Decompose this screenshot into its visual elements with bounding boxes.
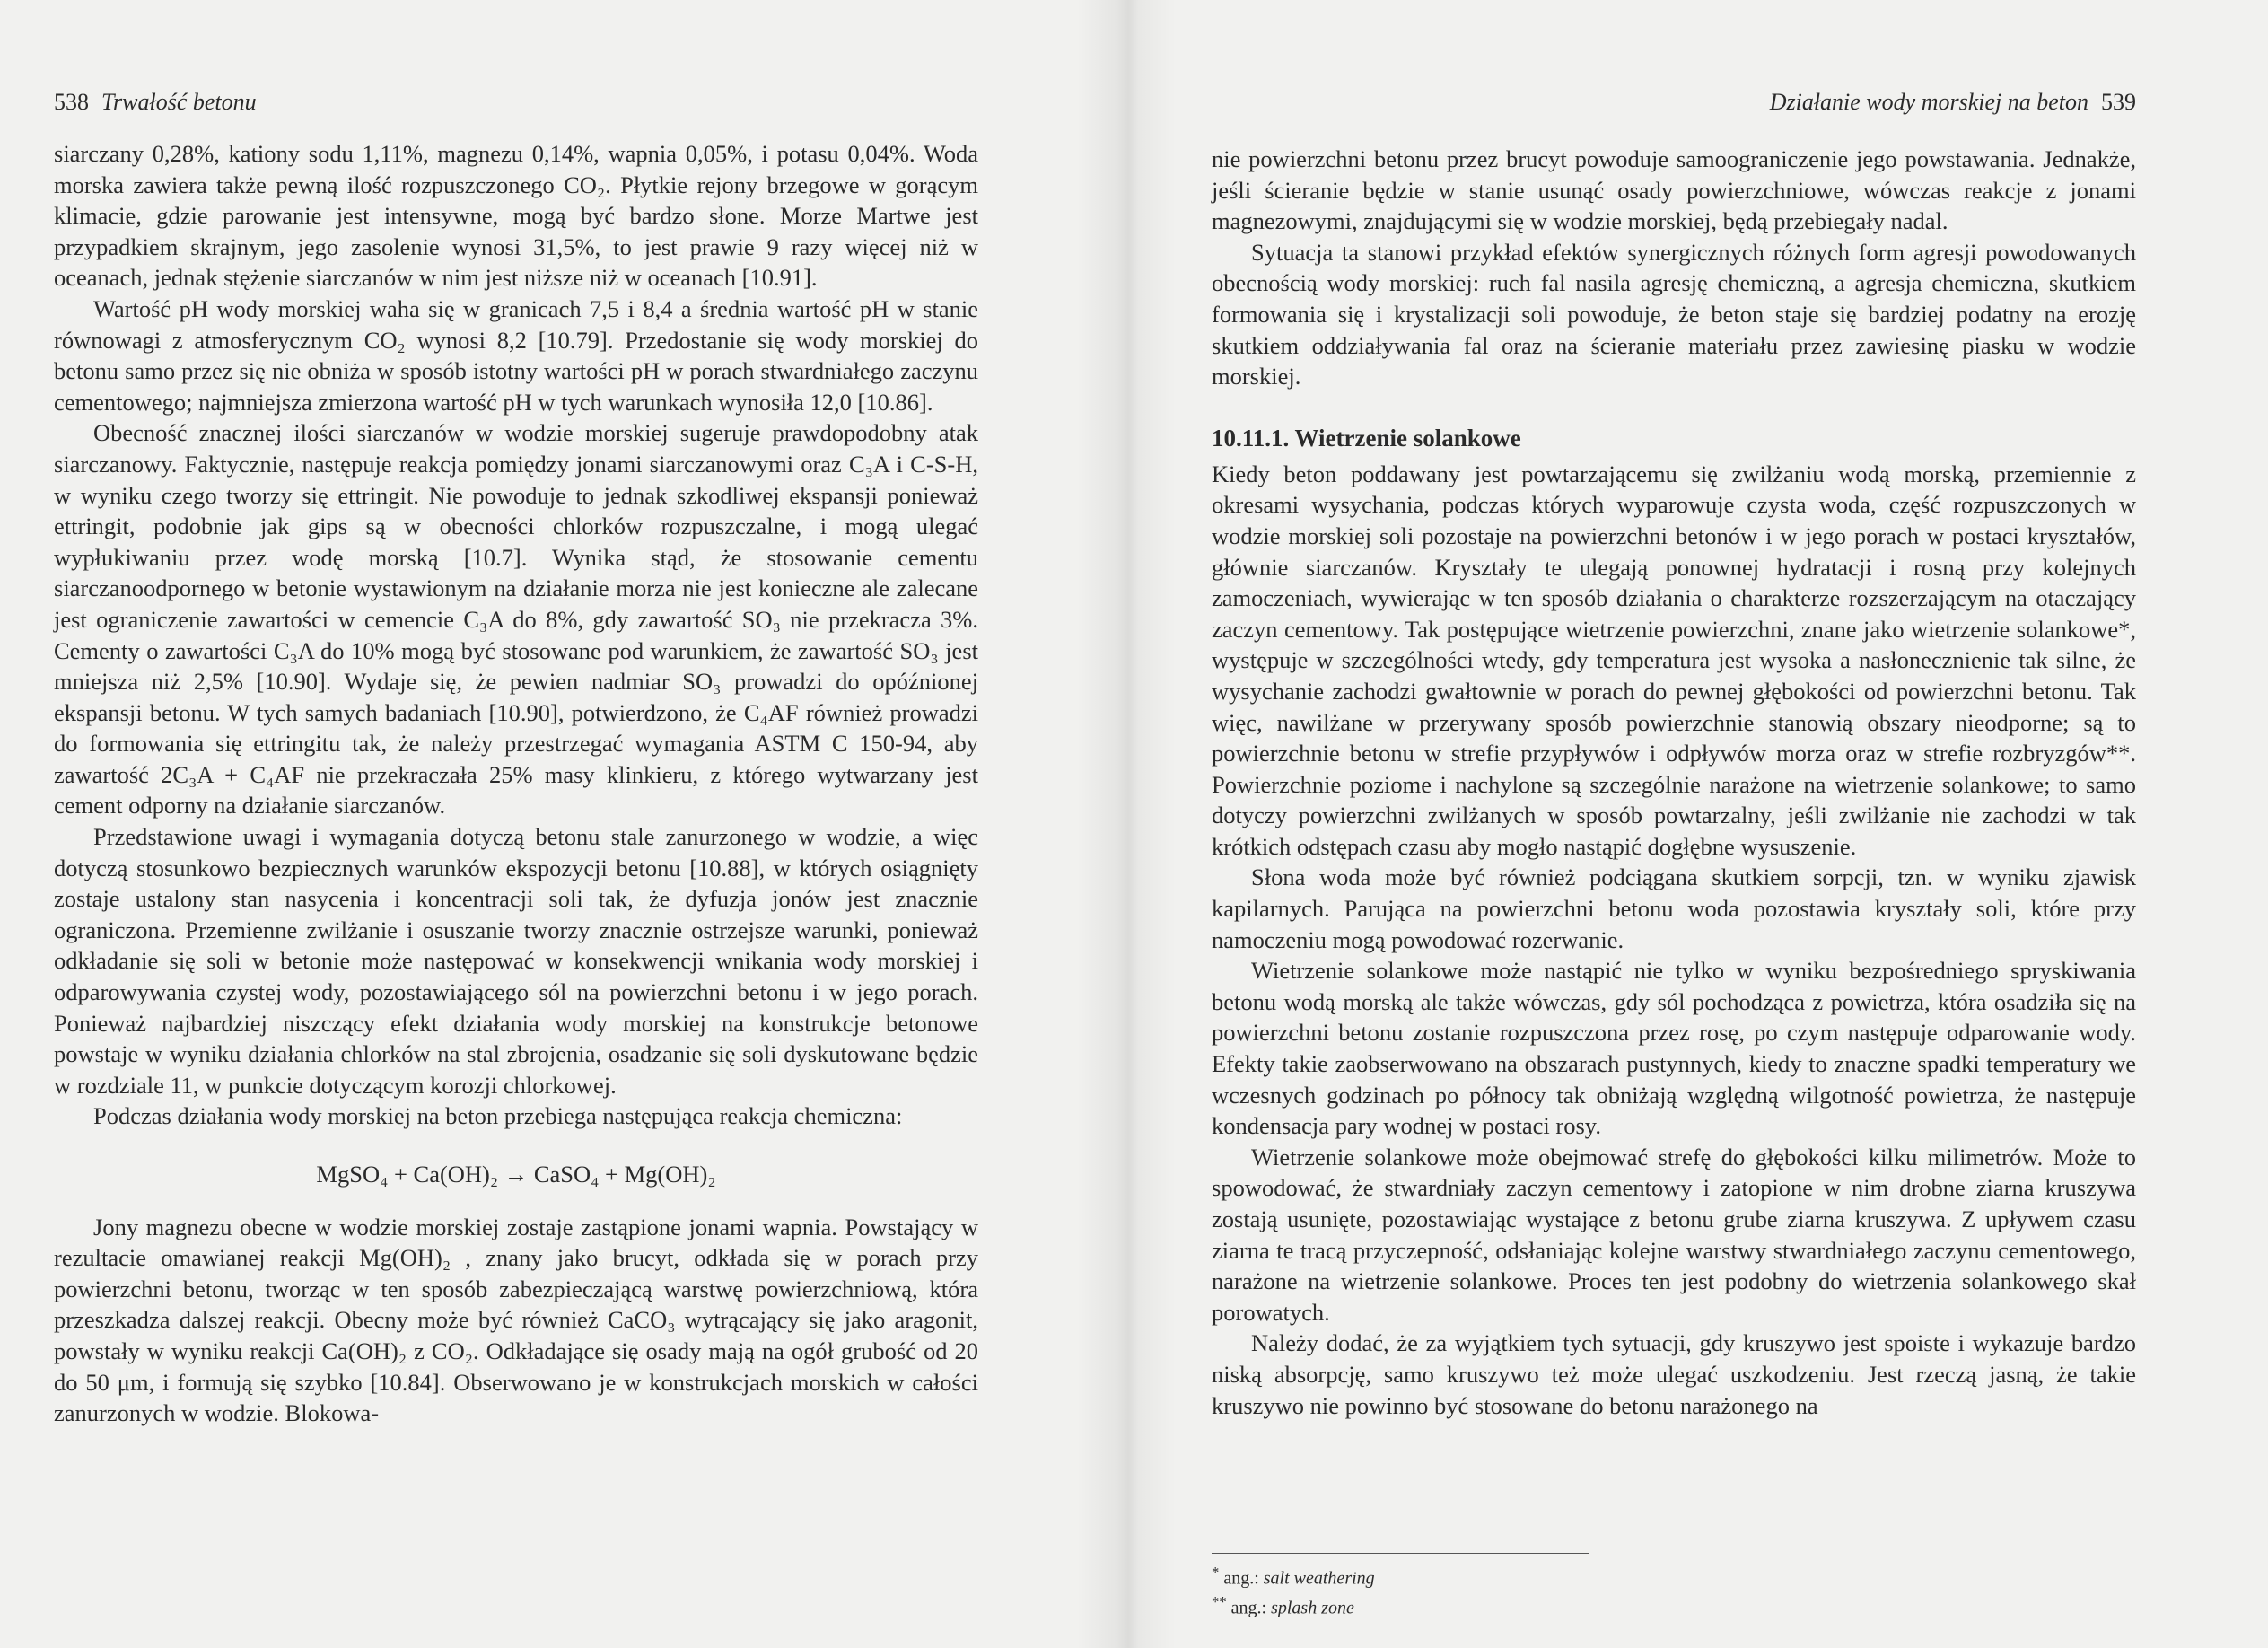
paragraph: Sytuacja ta stanowi przykład efektów synergicznych różnych form agresji powodowanych obecnością wody morskiej: ruch fal nasila agresję chemiczną, a agresja chemiczna, skutkiem formowania się i krystalizacji soli powoduje, że beton staje się bardziej podatny na erozję skutkiem oddziaływania fal oraz na ścieranie materiału przez zawiesinę piasku w wodzie morskiej. xyxy=(1212,238,2136,390)
paragraph: Podczas działania wody morskiej na beton przebiega następująca reakcja chemiczna: xyxy=(93,1102,903,1130)
footnote-term: splash zone xyxy=(1271,1598,1354,1618)
section-heading: 10.11.1. Wietrzenie solankowe xyxy=(1212,424,1521,451)
left-page-number: 538 xyxy=(54,89,89,115)
paragraph: Obecność znacznej ilości siarczanów w wodzie morskiej sugeruje prawdopodobny atak siarczanowy. Faktycznie, następuje reakcja pomiędzy jonami siarczanowymi oraz C₃A i C-S-H, w wyniku czego tworzy się ettringit. Nie powoduje to jednak szkodliwej ekspansji ponieważ ettringit, podobnie jak gips są w obecności chlorków rozpuszczalne, i mogą ulegać wypłukiwaniu przez wodę morską [10.7]. Wynika stąd, że stosowanie cementu siarczanoodpornego w betonie wystawionym na działanie morza nie jest konieczne ale zalecane jest ograniczenie zawartości w cemencie C₃A do 8%, gdy zawartość SO₃ nie przekracza 3%. Cementy o zawartości C₃A do 10% mogą być stosowane pod warunkiem, że zawartość SO₃ jest mniejsza niż 2,5% [10.90]. Wydaje się, że pewien nadmiar SO₃ prowadzi do opóźnionej ekspansji betonu. W tych samych badaniach [10.90], potwierdzono, że C₄AF również prowadzi do formowania się ettringitu tak, że należy przestrzegać wymagania ASTM C 150-94, aby zawartość 2C₃A + C₄AF nie przekraczała 25% masy klinkieru, z którego wytwarzany jest cement odporny na działanie siarczanów. xyxy=(54,419,978,820)
left-running-title: Trwałość betonu xyxy=(101,89,257,115)
right-running-title: Działanie wody morskiej na beton xyxy=(1769,89,2088,115)
paragraph: siarczany 0,28%, kationy sodu 1,11%, magnezu 0,14%, wapnia 0,05%, i potasu 0,04%. Woda morska zawiera także pewną ilość rozpuszczonego CO₂. Płytkie rejony brzegowe w gorącym klimacie, gdzie parowanie jest intensywne, mogą być bardzo słone. Morze Martwe jest przypadkiem skrajnym, jego zasolenie wynosi 31,5%, to jest prawie 9 razy więcej niż w oceanach, jednak stężenie siarczanów w nim jest niższe niż w oceanach [10.91]. xyxy=(54,140,978,292)
footnote-prefix: ang.: xyxy=(1230,1598,1267,1618)
right-running-head xyxy=(1212,84,2136,120)
left-running-head xyxy=(54,84,978,120)
paragraph: nie powierzchni betonu przez brucyt powoduje samoograniczenie jego powstawania. Jednakże, jeśli ścieranie będzie w stanie usunąć osady powierzchniowe, wówczas reakcje z jonami magnezowymi, znajdującymi się w wodzie morskiej, będą przebiegały nadal. xyxy=(1212,145,2136,235)
right-page-number: 539 xyxy=(2101,89,2136,115)
footnote xyxy=(1212,1591,2136,1620)
footnotes xyxy=(1212,1553,2136,1619)
chemical-equation: MgSO₄ + Ca(OH)₂ → CaSO₄ + Mg(OH)₂ xyxy=(316,1161,716,1188)
paragraph: Należy dodać, że za wyjątkiem tych sytuacji, gdy kruszywo jest spoiste i wykazuje bardzo niską absorpcję, samo kruszywo też może ulegać uszkodzeniu. Jest rzeczą jasną, że takie kruszywo nie powinno być stosowane do betonu narażonego na xyxy=(1212,1329,2136,1419)
paragraph: Jony magnezu obecne w wodzie morskiej zostaje zastąpione jonami wapnia. Powstający w rezultacie omawianej reakcji Mg(OH)₂ , znany jako brucyt, odkłada się w porach przy powierzchni betonu, tworząc w ten sposób zabezpieczającą warstwę powierzchniową, która przeszkadza dalszej reakcji. Obecny może być również CaCO₃ wytrącający się jako aragonit, powstały w wyniku reakcji Ca(OH)₂ z CO₂. Odkładające się osady mają na ogół grubość od 20 do 50 μm, i formują się szybko [10.84]. Obserwowano je w konstrukcjach morskich w całości zanurzonych w wodzie. Blokowa- xyxy=(54,1213,978,1427)
paragraph: Słona woda może być również podciągana skutkiem sorpcji, tzn. w wyniku zjawisk kapilarnych. Parująca na powierzchni betonu woda pozostawia kryształy soli, które przy namoczeniu mogą powodować rozerwanie. xyxy=(1212,863,2136,953)
paragraph: Wietrzenie solankowe może obejmować strefę do głębokości kilku milimetrów. Może to spowodować, że stwardniały zaczyn cementowy i zatopione w nim drobne ziarna kruszywa zostają usunięte, pozostawiając wystające z betonu grube ziarna kruszywa. Z upływem czasu ziarna te tracą przyczepność, odsłaniając kolejne warstwy stwardniałego zaczynu cementowego, narażone na wietrzenie solankowe. Proces ten jest podobny do wietrzenia solankowego skał porowatych. xyxy=(1212,1143,2136,1326)
footnote-term: salt weathering xyxy=(1263,1568,1375,1589)
paragraph: Wietrzenie solankowe może nastąpić nie tylko w wyniku bezpośredniego spryskiwania betonu wodą morską ale także wówczas, gdy sól pochodząca z powietrza, która osadziła się na powierzchni betonu zostanie rozpuszczona przez rosę, po czym następuje odparowanie wody. Efekty takie zaobserwowano na obszarach pustynnych, kiedy to znaczne spadki temperatury we wczesnych godzinach po północy tak obniżają względną wilgotność powietrza, że następuje kondensacja pary wodnej w postaci rosy. xyxy=(1212,957,2136,1140)
footnote-prefix: ang.: xyxy=(1223,1568,1259,1589)
paragraph: Przedstawione uwagi i wymagania dotyczą betonu stale zanurzonego w wodzie, a więc dotyczą stosunkowo bezpiecznych warunków ekspozycji betonu [10.88], w których osiągnięty zostaje ustalony stan nasycenia i koncentracji soli tak, że dyfuzja jonów jest znacznie ograniczona. Przemienne zwilżanie i osuszanie tworzy znacznie ostrzejsze warunki, ponieważ odkładanie się soli w betonie może następować w konsekwencji wnikania wody morskiej i odparowywania czystej wody, pozostawiającego sól na powierzchni betonu i w jego porach. Ponieważ najbardziej niszczący efekt działania wody morskiej na konstrukcje betonowe powstaje w wyniku działania chlorków na stal zbrojenia, osadzanie się soli dyskutowane będzie w rozdziale 11, w punkcie dotyczącym korozji chlorkowej. xyxy=(54,823,978,1099)
footnote-marker: ** xyxy=(1212,1592,1227,1610)
left-page xyxy=(54,0,978,1648)
right-page xyxy=(1212,0,2136,1648)
footnote-rule xyxy=(1212,1553,1589,1554)
book-gutter xyxy=(1077,0,1176,1648)
paragraph: Kiedy beton poddawany jest powtarzającemu się zwilżaniu wodą morską, przemiennie z okresami wysychania, podczas których wyparowuje czysta woda, część rozpuszczonych w wodzie morskiej soli pozostaje na powierzchni betonów i w jego porach w postaci kryształów, głównie siarczanów. Kryształy te ulegają ponownej hydratacji i rosną przy kolejnych zamoczeniach, wywierając w ten sposób działania o charakterze rozszerzającym na otaczający zaczyn cementowy. Tak postępujące wietrzenie powierzchni, znane jako wietrzenie solankowe*, występuje w szczególności wtedy, gdy temperatura jest wysoka a nasłonecznienie tak silne, że wysychanie zachodzi gwałtownie w porach do pewnej głębokości od powierzchni betonu. Tak więc, nawilżane w przerywany sposób powierzchnie stanowią obszary nieodporne; są to powierzchnie betonu w strefie przypływów i odpływów morza oraz w strefie rozbryzgów**. Powierzchnie poziome i nachylone są szczególnie narażone na wietrzenie solankowe; to samo dotyczy powierzchni zwilżanych w sposób powtarzalny, jeśli zwilżanie nie zachodzi w tak krótkich odstępach czasu aby mogło nastąpić dogłębne wysuszenie. xyxy=(1212,460,2136,860)
paragraph: Wartość pH wody morskiej waha się w granicach 7,5 i 8,4 a średnia wartość pH w stanie równowagi z atmosferycznym CO₂ wynosi 8,2 [10.79]. Przedostanie się wody morskiej do betonu samo przez się nie obniża w sposób istotny wartości pH w porach stwardniałego zaczynu cementowego; najmniejsza zmierzona wartość pH w tych warunkach wynosiła 12,0 [10.86]. xyxy=(54,294,978,416)
footnote xyxy=(1212,1561,2136,1591)
footnote-marker: * xyxy=(1212,1564,1220,1581)
right-page-body xyxy=(1212,144,2136,1421)
left-page-body xyxy=(54,138,978,1429)
